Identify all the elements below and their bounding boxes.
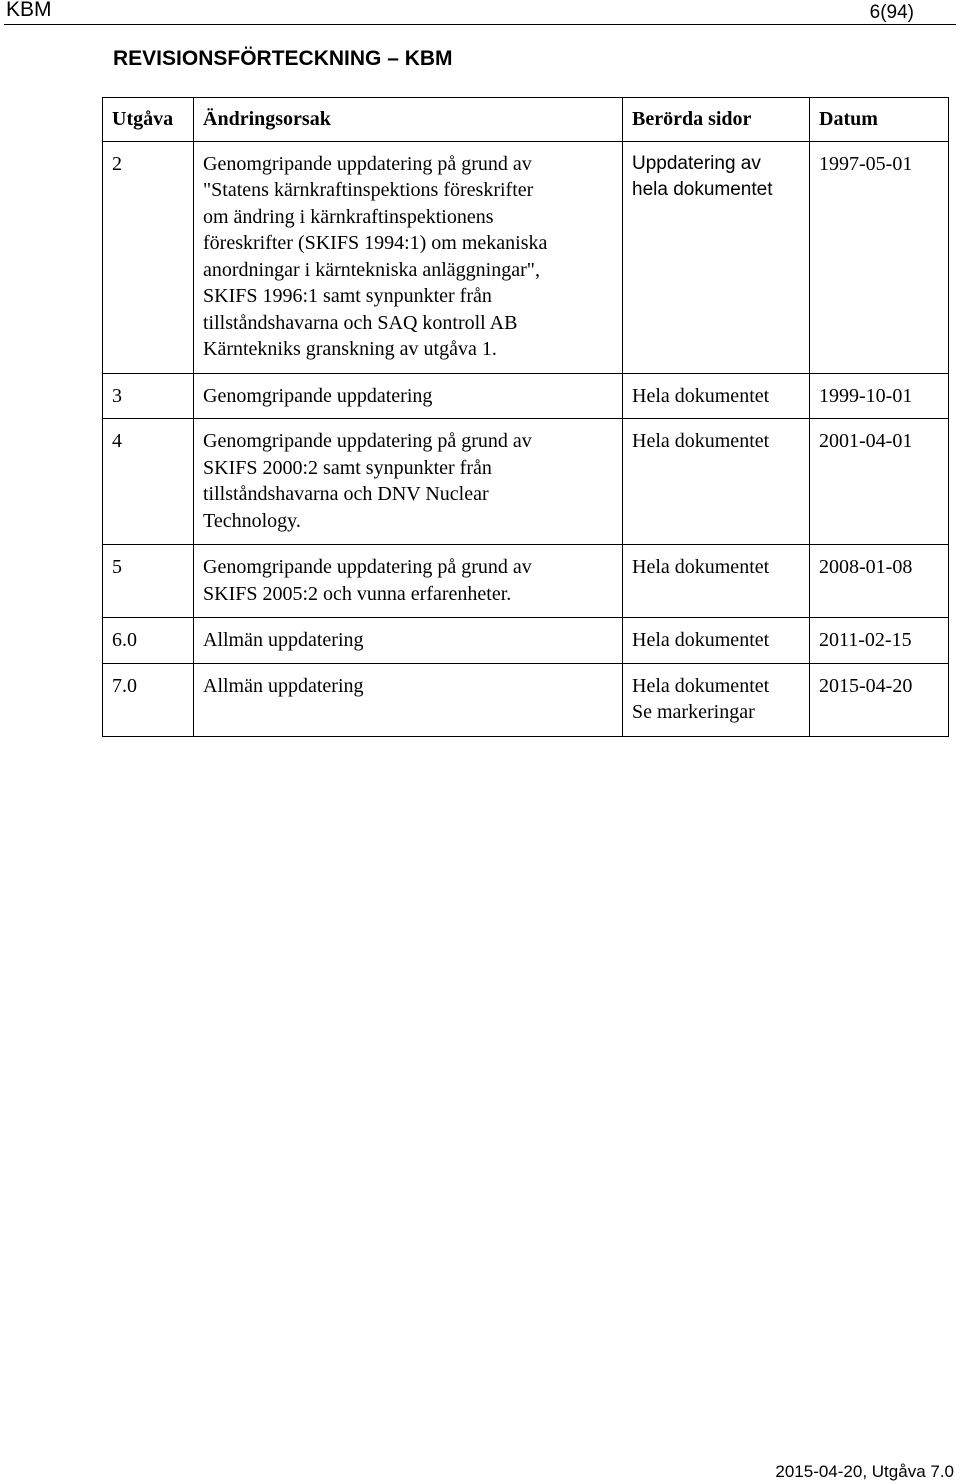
pages-cell: Hela dokumentet (623, 545, 810, 618)
column-header-pages: Berörda sidor (623, 98, 810, 142)
column-header-reason: Ändringsorsak (194, 98, 623, 142)
edition-cell: 4 (103, 419, 194, 545)
reason-cell: Genomgripande uppdatering på grund av SKIFS 2000:2 samt synpunkter från tillståndshavarna och DNV Nuclear Technology. (194, 419, 623, 545)
footer-version: 2015-04-20, Utgåva 7.0 (775, 1462, 954, 1481)
date-cell: 2011-02-15 (810, 618, 949, 664)
header-divider (4, 24, 956, 25)
pages-cell: Hela dokumentet (623, 618, 810, 664)
page-title: REVISIONSFÖRTECKNING – KBM (113, 47, 453, 70)
header-title: KBM (6, 0, 52, 21)
reason-cell: Allmän uppdatering (194, 618, 623, 664)
table-row (103, 141, 949, 373)
pages-cell: Hela dokumentet (623, 373, 810, 419)
pages-cell: Uppdatering av hela dokumentet (623, 141, 810, 373)
table-row (103, 545, 949, 618)
column-header-date: Datum (810, 98, 949, 142)
column-header-edition: Utgåva (103, 98, 194, 142)
date-cell: 1999-10-01 (810, 373, 949, 419)
revision-table (102, 97, 949, 737)
table-row (103, 373, 949, 419)
edition-cell: 5 (103, 545, 194, 618)
reason-cell: Genomgripande uppdatering (194, 373, 623, 419)
table-row (103, 618, 949, 664)
table-row (103, 419, 949, 545)
date-cell: 2001-04-01 (810, 419, 949, 545)
page-number: 6(94) (869, 2, 914, 23)
pages-cell: Hela dokumentet Se markeringar (623, 663, 810, 736)
edition-cell: 3 (103, 373, 194, 419)
table-row (103, 663, 949, 736)
edition-cell: 7.0 (103, 663, 194, 736)
table-header-row (103, 98, 949, 142)
date-cell: 1997-05-01 (810, 141, 949, 373)
date-cell: 2015-04-20 (810, 663, 949, 736)
reason-cell: Genomgripande uppdatering på grund av "Statens kärnkraftinspektions föreskrifter om ändring i kärnkraftinspektionens föreskrifter (SKIFS 1994:1) om mekaniska anordningar i kärntekniska anläggningar", SKIFS 1996:1 samt synpunkter från tillståndshavarna och SAQ kontroll AB Kärntekniks granskning av utgåva 1. (194, 141, 623, 373)
edition-cell: 2 (103, 141, 194, 373)
reason-cell: Allmän uppdatering (194, 663, 623, 736)
reason-cell: Genomgripande uppdatering på grund av SKIFS 2005:2 och vunna erfarenheter. (194, 545, 623, 618)
pages-cell: Hela dokumentet (623, 419, 810, 545)
date-cell: 2008-01-08 (810, 545, 949, 618)
edition-cell: 6.0 (103, 618, 194, 664)
